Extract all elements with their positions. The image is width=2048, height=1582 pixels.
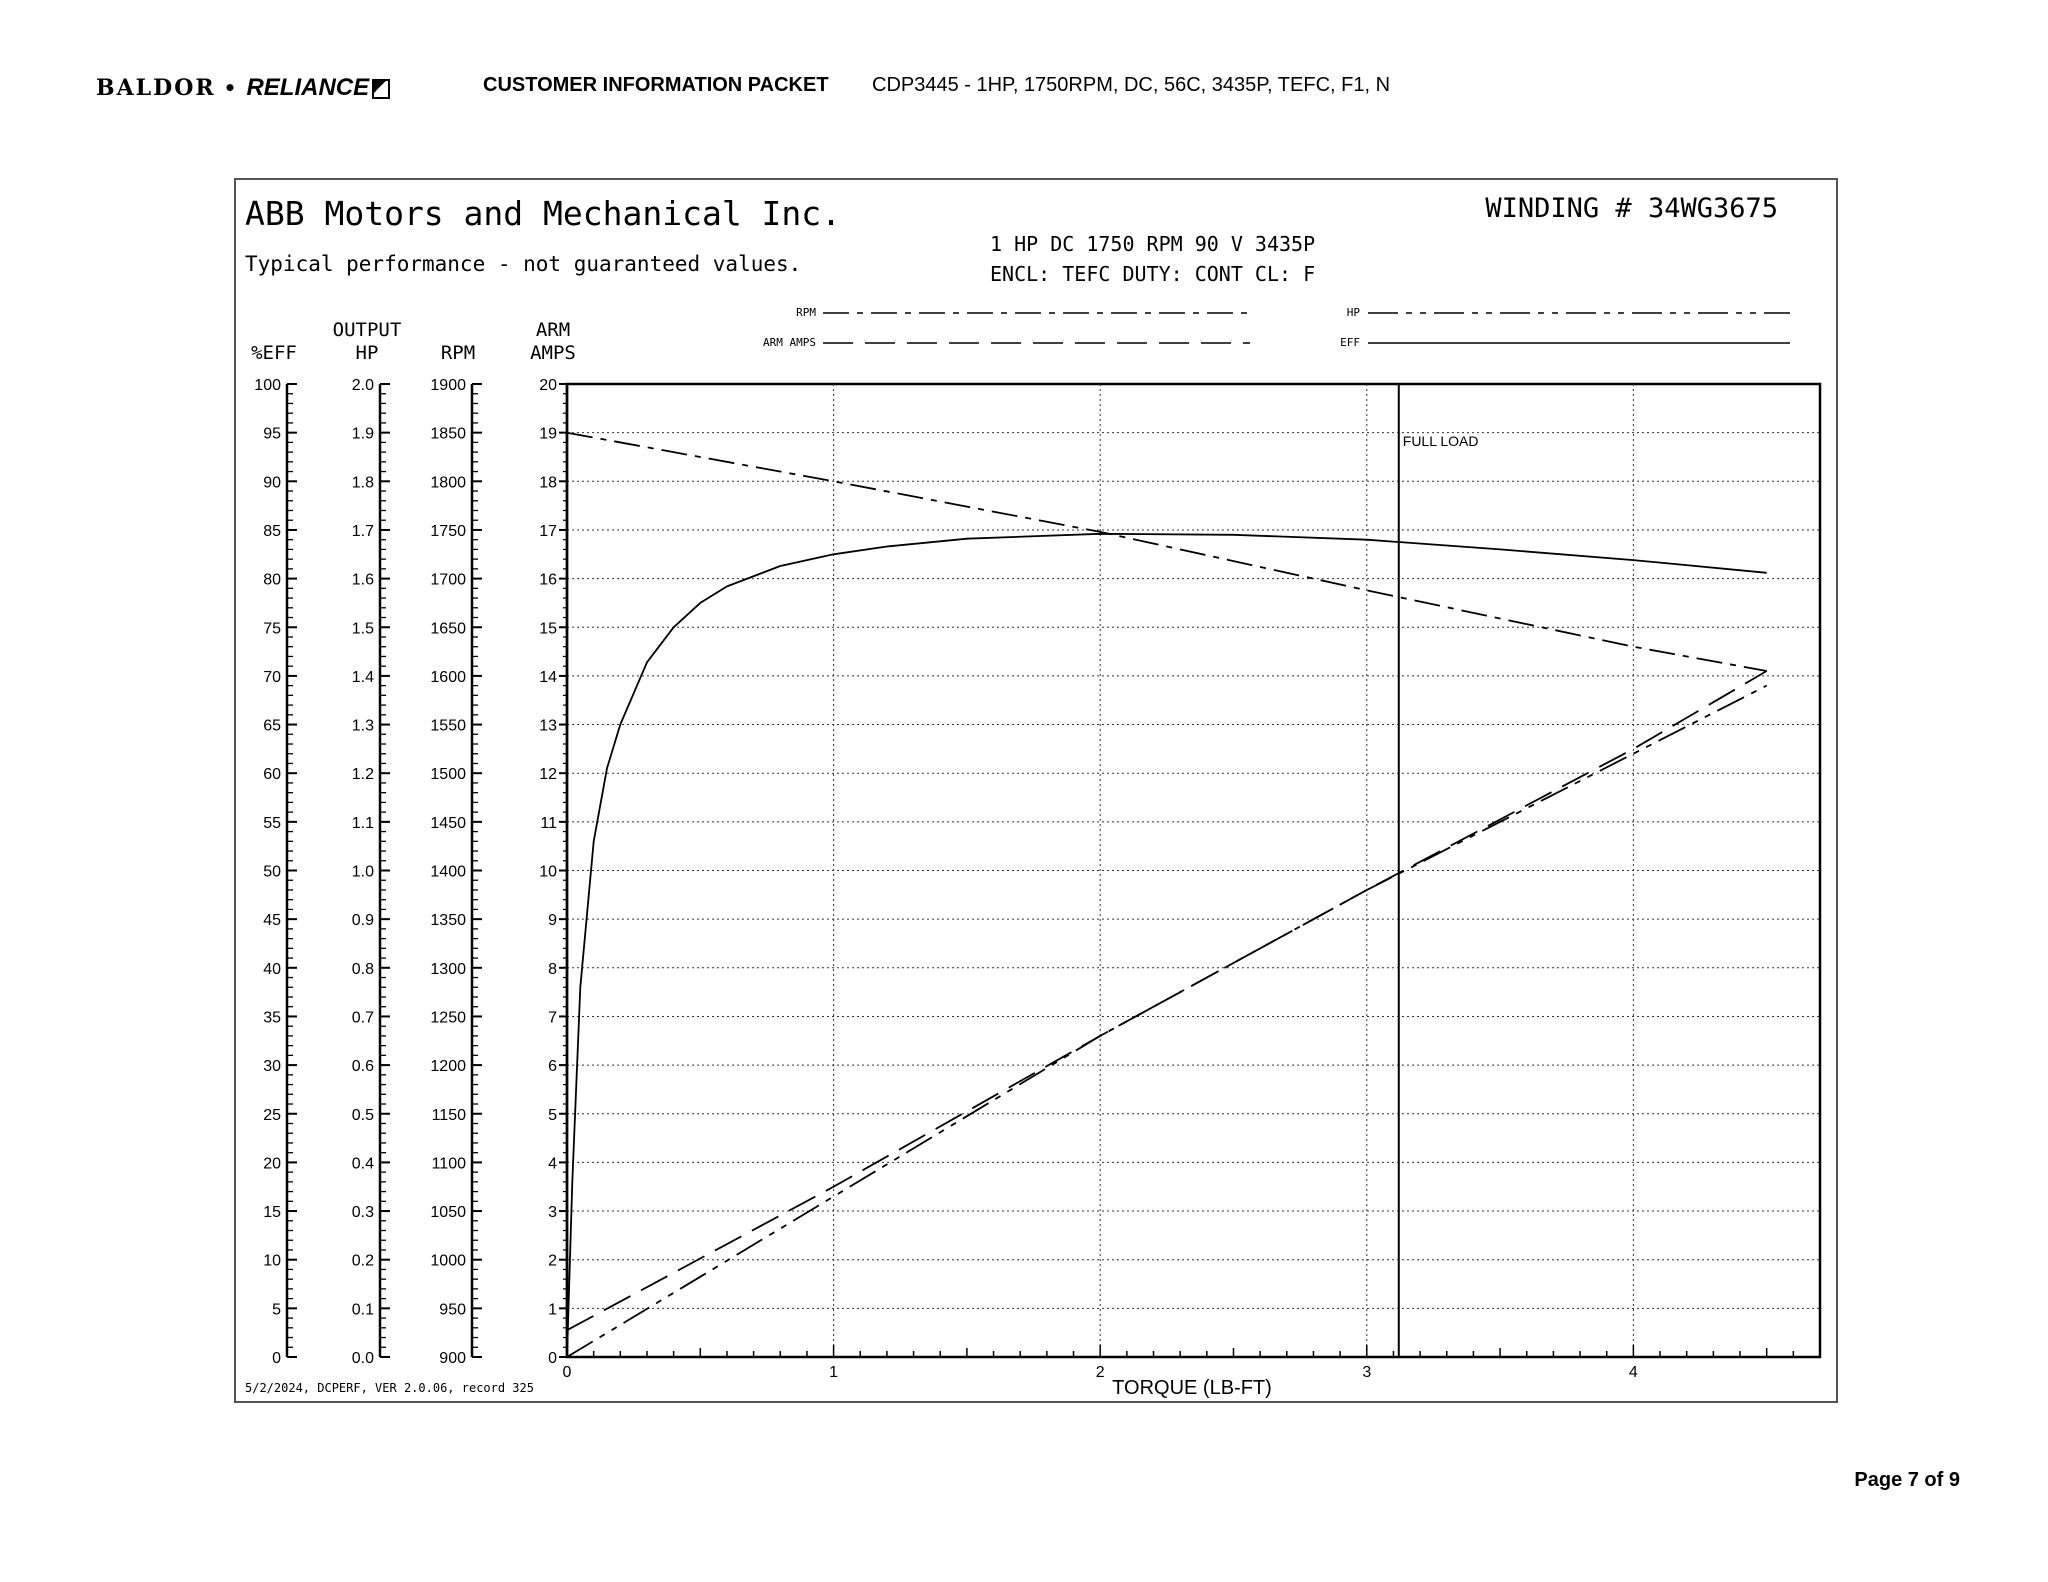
axis-tick-label-eff: 35 — [263, 1009, 281, 1027]
axis-tick-label-amps: 4 — [548, 1155, 557, 1173]
axis-tick-label-rpm: 1400 — [430, 863, 466, 881]
series-line-hp — [567, 686, 1767, 1357]
full-load-label: FULL LOAD — [1402, 433, 1479, 449]
axis-tick-label-amps: 2 — [548, 1252, 557, 1270]
axis-tick-label-eff: 0 — [272, 1350, 281, 1367]
x-tick-label: 4 — [1628, 1364, 1638, 1381]
axis-tick-label-hp: 1.8 — [351, 474, 374, 492]
axis-tick-label-eff: 95 — [263, 425, 281, 443]
axis-tick-label-rpm: 1050 — [430, 1204, 466, 1222]
axis-tick-label-rpm: 1100 — [431, 1155, 466, 1173]
packet-model-line: CDP3445 - 1HP, 1750RPM, DC, 56C, 3435P, TEFC, F1, N — [872, 74, 1391, 96]
chart-company-name: ABB Motors and Mechanical Inc. — [245, 194, 842, 233]
axis-tick-label-hp: 1.2 — [351, 766, 374, 784]
axis-tick-label-hp: 1.4 — [351, 668, 374, 686]
axis-tick-label-eff: 70 — [263, 668, 281, 686]
axis-tick-label-rpm: 1650 — [430, 620, 466, 638]
spec-line-2: ENCL: TEFC DUTY: CONT CL: F — [990, 262, 1316, 286]
axis-tick-label-eff: 85 — [263, 522, 281, 540]
axis-tick-label-amps: 6 — [548, 1058, 557, 1076]
axis-tick-label-rpm: 1250 — [430, 1009, 466, 1027]
axis-tick-label-eff: 25 — [263, 1106, 281, 1124]
spec-line-1: 1 HP DC 1750 RPM 90 V 3435P — [990, 232, 1316, 256]
axis-tick-label-eff: 65 — [263, 717, 281, 735]
axis-tick-label-hp: 1.7 — [351, 522, 374, 540]
axis-title-top-amps: ARM — [535, 319, 571, 341]
page-number: Page 7 of 9 — [1854, 1469, 1960, 1491]
series-line-eff — [567, 534, 1767, 1357]
x-tick-label: 0 — [562, 1364, 572, 1381]
axis-tick-label-amps: 16 — [539, 571, 557, 589]
legend-label-hp: HP — [1346, 306, 1360, 319]
series-line-rpm — [567, 433, 1767, 671]
series-line-arm-amps — [567, 671, 1767, 1330]
axis-tick-label-hp: 1.6 — [351, 571, 374, 589]
axis-title-top-hp: OUTPUT — [332, 319, 402, 341]
axis-tick-label-hp: 0.8 — [351, 960, 374, 978]
axis-tick-label-hp: 0.4 — [351, 1155, 374, 1173]
brand-name-reliance: RELIANCE — [246, 74, 370, 101]
axis-tick-label-eff: 15 — [263, 1204, 281, 1222]
axis-tick-label-rpm: 1200 — [430, 1058, 466, 1076]
axis-tick-label-hp: 0.9 — [351, 912, 374, 930]
axis-tick-label-rpm: 1350 — [430, 912, 466, 930]
axis-tick-label-hp: 1.3 — [351, 717, 374, 735]
axis-tick-label-eff: 100 — [254, 377, 281, 394]
axis-tick-label-rpm: 1150 — [431, 1106, 466, 1124]
axis-tick-label-hp: 0.5 — [351, 1106, 374, 1124]
axis-tick-label-amps: 18 — [539, 474, 557, 492]
axis-title-hp: HP — [355, 342, 379, 364]
legend-label-rpm: RPM — [796, 306, 816, 319]
axis-tick-label-amps: 11 — [540, 814, 557, 832]
axis-tick-label-rpm: 1500 — [430, 766, 466, 784]
brand-separator: • — [223, 76, 239, 100]
axis-tick-label-rpm: 1700 — [430, 571, 466, 589]
axis-title-eff: %EFF — [251, 342, 297, 364]
x-tick-label: 1 — [829, 1364, 839, 1381]
axis-tick-label-eff: 45 — [263, 912, 281, 930]
axis-tick-label-rpm: 950 — [439, 1301, 466, 1319]
axis-tick-label-hp: 1.0 — [351, 863, 374, 881]
axis-tick-label-eff: 10 — [263, 1252, 281, 1270]
x-tick-label: 3 — [1362, 1364, 1372, 1381]
axis-tick-label-amps: 7 — [548, 1009, 557, 1027]
axis-tick-label-rpm: 1900 — [430, 377, 466, 394]
axis-tick-label-amps: 12 — [539, 766, 557, 784]
axis-tick-label-eff: 90 — [263, 474, 281, 492]
axis-tick-label-amps: 17 — [539, 522, 557, 540]
axis-tick-label-rpm: 1000 — [430, 1252, 466, 1270]
axis-tick-label-amps: 5 — [548, 1106, 557, 1124]
chart-footnote: 5/2/2024, DCPERF, VER 2.0.06, record 325 — [245, 1381, 534, 1395]
axis-tick-label-amps: 1 — [548, 1301, 557, 1319]
axis-tick-label-hp: 0.3 — [351, 1204, 374, 1222]
axis-tick-label-rpm: 1450 — [430, 814, 466, 832]
packet-title: CUSTOMER INFORMATION PACKET — [483, 74, 829, 96]
axis-tick-label-eff: 40 — [263, 960, 281, 978]
x-tick-label: 2 — [1095, 1364, 1105, 1381]
axis-tick-label-eff: 5 — [272, 1301, 281, 1319]
axis-tick-label-eff: 55 — [263, 814, 281, 832]
x-axis-label: TORQUE (LB-FT) — [1112, 1377, 1272, 1399]
axis-tick-label-amps: 13 — [539, 717, 557, 735]
axis-tick-label-amps: 8 — [548, 960, 557, 978]
axis-tick-label-eff: 20 — [263, 1155, 281, 1173]
legend-label-arm-amps: ARM AMPS — [763, 336, 816, 349]
axis-tick-label-amps: 0 — [548, 1350, 557, 1367]
axis-tick-label-rpm: 1600 — [430, 668, 466, 686]
axis-tick-label-amps: 19 — [539, 425, 557, 443]
axis-tick-label-rpm: 1750 — [430, 522, 466, 540]
axis-tick-label-amps: 9 — [548, 912, 557, 930]
legend-label-eff: EFF — [1340, 336, 1360, 349]
axis-tick-label-eff: 50 — [263, 863, 281, 881]
axis-tick-label-hp: 1.1 — [351, 814, 374, 832]
axis-tick-label-amps: 15 — [539, 620, 557, 638]
axis-tick-label-hp: 1.9 — [351, 425, 374, 443]
axis-tick-label-rpm: 900 — [439, 1350, 466, 1367]
axis-tick-label-hp: 0.1 — [351, 1301, 374, 1319]
axis-tick-label-rpm: 1850 — [430, 425, 466, 443]
axis-tick-label-amps: 3 — [548, 1204, 557, 1222]
axis-tick-label-hp: 0.7 — [351, 1009, 374, 1027]
axis-tick-label-rpm: 1550 — [430, 717, 466, 735]
axis-tick-label-amps: 14 — [539, 668, 557, 686]
axis-title-rpm: RPM — [440, 342, 476, 364]
axis-tick-label-rpm: 1300 — [430, 960, 466, 978]
axis-tick-label-hp: 1.5 — [351, 620, 374, 638]
axis-tick-label-eff: 30 — [263, 1058, 281, 1076]
axis-tick-label-hp: 0.0 — [351, 1350, 374, 1367]
axis-tick-label-rpm: 1800 — [430, 474, 466, 492]
axis-title-amps: AMPS — [530, 342, 576, 364]
axis-tick-label-hp: 0.2 — [351, 1252, 374, 1270]
axis-tick-label-eff: 60 — [263, 766, 281, 784]
axis-tick-label-eff: 80 — [263, 571, 281, 589]
axis-tick-label-amps: 20 — [539, 377, 557, 394]
chart-subtitle: Typical performance - not guaranteed values. — [245, 252, 802, 276]
brand-name-baldor: BALDOR — [96, 75, 216, 101]
axis-tick-label-hp: 2.0 — [351, 377, 374, 394]
winding-number: WINDING # 34WG3675 — [1485, 193, 1778, 224]
axis-tick-label-amps: 10 — [539, 863, 557, 881]
axis-tick-label-hp: 0.6 — [351, 1058, 374, 1076]
axis-tick-label-eff: 75 — [263, 620, 281, 638]
